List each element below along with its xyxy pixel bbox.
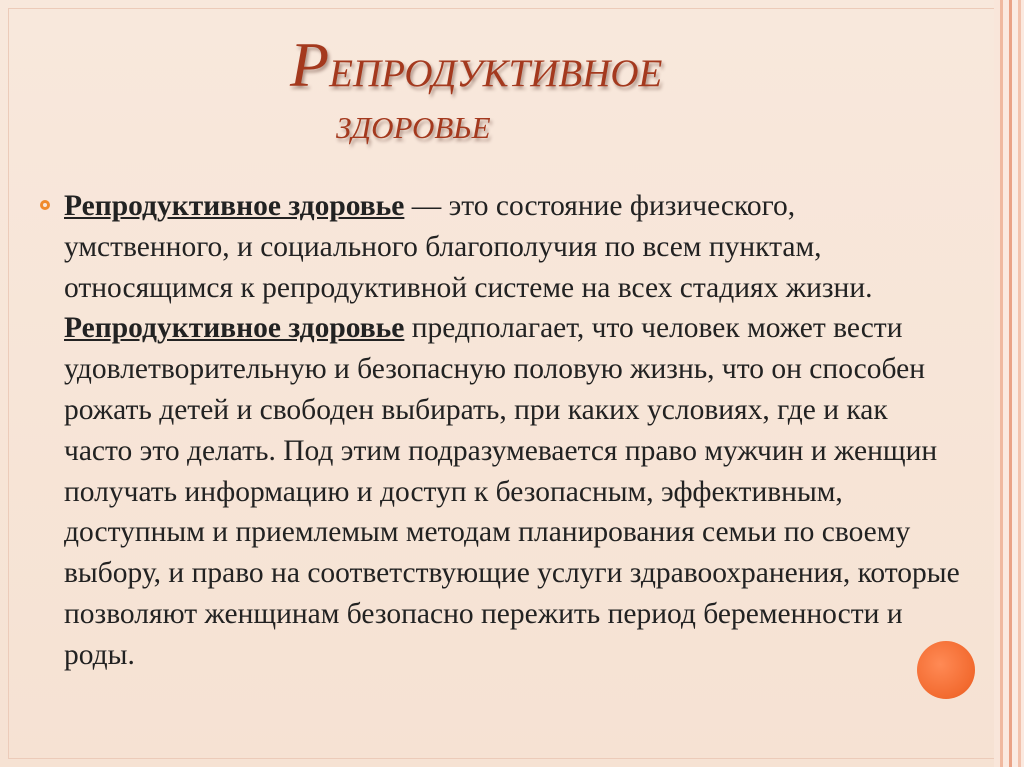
title-cap-letter: Р <box>290 29 330 100</box>
title-rest: епродуктивное <box>329 37 663 99</box>
body-text-2: предполагает, что человек может вести удовлетворительную и безопасную половую жизнь, что он способен рожать детей и свободен выбирать, при каких условиях, где и как часто это делать. Под этим подразумевается право мужчин и женщин получать информацию и доступ к безопасным, эффективным, доступным и приемлемым методам планирования семьи по своему выбору, и право на соответствующие услуги здравоохранения, которые позволяют женщинам безопасно пережить период беременности и роды. <box>64 312 960 671</box>
slide-title-line1 <box>290 28 662 102</box>
bullet-icon <box>40 200 50 210</box>
slide-title-line2: здоровье <box>336 99 491 148</box>
body-paragraph <box>40 186 960 676</box>
decorative-stripes <box>994 0 1024 767</box>
decorative-orange-circle <box>917 641 975 699</box>
term-reproductive-health-1: Репродуктивное здоровье <box>64 190 405 222</box>
body-block <box>40 186 960 676</box>
term-reproductive-health-2: Репродуктивное здоровье <box>64 312 405 345</box>
body-text-1: — это состояние физического, умственного, и социального благополучия по всем пунктам, относящимся к репродуктивной системе на всех стадиях жизни. <box>64 190 873 304</box>
